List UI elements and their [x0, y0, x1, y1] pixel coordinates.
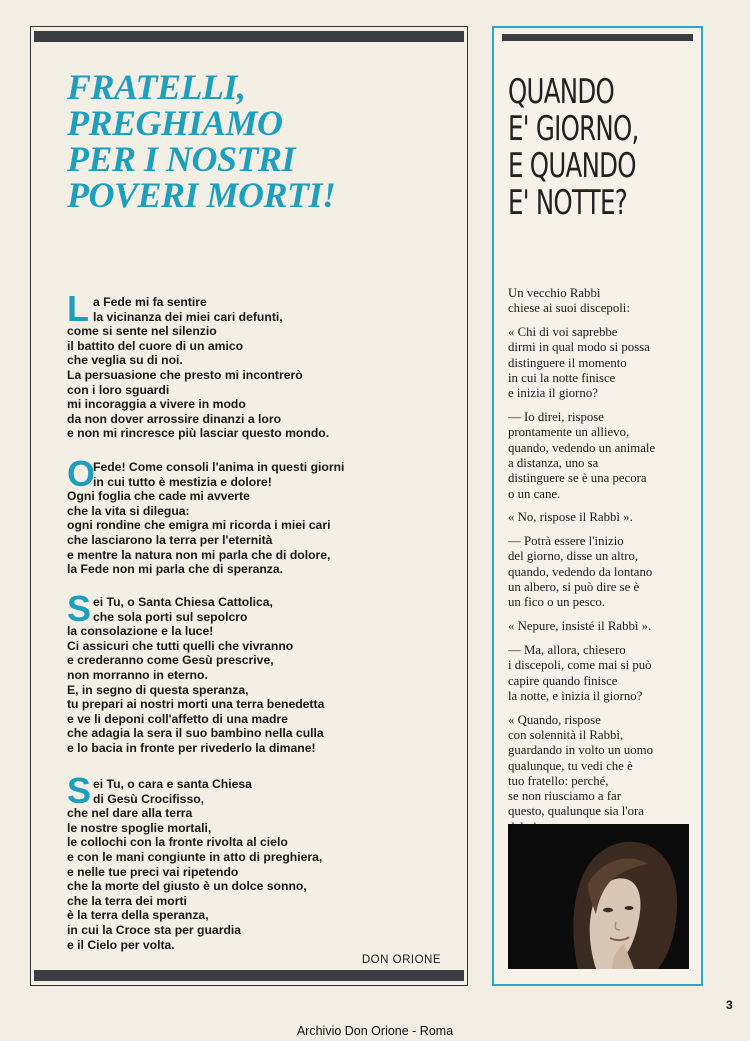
- woman-portrait-image: [508, 824, 689, 969]
- poem-line-text: che nel dare alla terra: [67, 806, 193, 821]
- poem-line-text: che la terra dei morti: [67, 893, 187, 908]
- poem-line: [67, 865, 467, 880]
- poem-line-text: a Fede mi fa sentire: [93, 295, 207, 309]
- sidebar-line: e inizia il giorno?: [508, 386, 598, 401]
- poem-line-text: e crederanno come Gesù prescrive,: [67, 653, 274, 668]
- sidebar-line: del giorno, disse un altro,: [508, 549, 639, 564]
- sidebar-line: con solennità il Rabbì,: [508, 727, 624, 742]
- poem-line: [67, 504, 467, 519]
- sidebar-line: distinguere se è una pecora: [508, 471, 647, 486]
- poem-line-text: Ogni foglia che cade mi avverte: [67, 489, 250, 504]
- sidebar-line: — Io direi, rispose: [508, 410, 604, 425]
- poem-line-text: la Fede non mi parla che di speranza.: [67, 562, 284, 577]
- title-line: E' GIORNO,: [508, 109, 639, 149]
- title-line: E' NOTTE?: [508, 183, 628, 223]
- poem-line: [67, 353, 467, 368]
- poem-line-text: e il Cielo per volta.: [67, 937, 175, 952]
- sidebar-line: Un vecchio Rabbì: [508, 286, 601, 300]
- stanza-1: [67, 288, 467, 441]
- drop-cap: S: [67, 588, 92, 629]
- poem-line-text: in cui la Croce sta per guardia: [67, 922, 242, 937]
- title-line: PER I NOSTRI: [67, 139, 296, 179]
- title-line: PREGHIAMO: [67, 103, 283, 143]
- sidebar-line: quando, vedendo da lontano: [508, 564, 653, 579]
- poem-line-text: mi incoraggia a vivere in modo: [67, 397, 246, 412]
- poem-line-text: le nostre spoglie mortali,: [67, 820, 212, 835]
- poem-line: [67, 879, 467, 894]
- poem-line-text: Fede! Come consoli l'anima in questi giorni: [93, 460, 345, 474]
- poem-line-text: la vicinanza dei miei cari defunti,: [93, 309, 283, 324]
- sidebar-paragraph: [508, 619, 694, 634]
- poem-line-text: e con le mani congiunte in atto di preghiera,: [67, 849, 323, 864]
- poem-line: [67, 518, 467, 533]
- poem-line-text: non morranno in eterno.: [67, 667, 208, 682]
- sidebar-line: o un cane.: [508, 486, 561, 501]
- poem-line: [67, 489, 467, 504]
- poem-line: [67, 639, 467, 654]
- poem-line-text: e lo bacia in fronte per rivederlo la dimane!: [67, 740, 316, 755]
- poem-line: [67, 310, 467, 325]
- poem-line: [67, 835, 467, 850]
- sidebar-line: i discepoli, come mai si può: [508, 658, 652, 673]
- poem-line-text: come si sente nel silenzio: [67, 324, 217, 339]
- drop-cap: S: [67, 770, 92, 811]
- poem-line-text: ei Tu, o cara e santa Chiesa: [93, 777, 252, 791]
- article-title: [67, 69, 336, 213]
- poem-line: [67, 741, 467, 756]
- sidebar-line: guardando in volto un uomo: [508, 743, 654, 758]
- sidebar-line: un albero, si può dire se è: [508, 580, 640, 595]
- sidebar-line: questo, qualunque sia l'ora: [508, 804, 644, 819]
- sidebar-line: — Ma, allora, chiesero: [508, 642, 626, 657]
- sidebar-paragraph: [508, 534, 694, 610]
- sidebar-line: « Chi di voi saprebbe: [508, 325, 618, 340]
- poem-line: [67, 397, 467, 412]
- sidebar-paragraph: [508, 410, 694, 502]
- sidebar-line: — Potrà essere l'inizio: [508, 534, 624, 549]
- poem-line: [67, 533, 467, 548]
- title-line: QUANDO: [508, 72, 615, 112]
- sidebar-line: in cui la notte finisce: [508, 370, 616, 385]
- poem-line-text: le collochi con la fronte rivolta al cielo: [67, 835, 288, 850]
- poem-line-text: la consolazione e la luce!: [67, 624, 214, 639]
- poem-line-text: che sola porti sul sepolcro: [93, 609, 248, 624]
- poem-line: [67, 339, 467, 354]
- poem-line: [67, 726, 467, 741]
- poem-line: [67, 412, 467, 427]
- poem-line-text: Ci assicuri che tutti quelli che vivranno: [67, 638, 294, 653]
- poem-line-text: e ve li deponi coll'affetto di una madre: [67, 711, 288, 726]
- sidebar-line: tuo fratello: perché,: [508, 773, 609, 788]
- poem-line: [67, 562, 467, 577]
- poem-line-text: da non dover arrossire dinanzi a loro: [67, 411, 282, 426]
- drop-cap: O: [67, 453, 96, 494]
- poem-line: [67, 324, 467, 339]
- bottom-rule: [34, 970, 464, 981]
- sidebar-paragraph: [508, 643, 694, 704]
- poem-line: [67, 923, 467, 938]
- sidebar-line: se non riusciamo a far: [508, 789, 621, 804]
- poem-line-text: che la vita si dilegua:: [67, 503, 190, 518]
- poem-line: [67, 697, 467, 712]
- poem-line-text: ogni rondine che emigra mi ricorda i miei cari: [67, 518, 331, 533]
- poem-line-text: con i loro sguardi: [67, 382, 170, 397]
- top-rule: [502, 34, 693, 41]
- left-article: [30, 26, 468, 986]
- poem-line: [67, 548, 467, 563]
- sidebar-line: un fico o un pesco.: [508, 595, 606, 610]
- poem-line-text: La persuasione che presto mi incontrerò: [67, 367, 303, 382]
- poem-line: [67, 624, 467, 639]
- page-number: 3: [726, 998, 733, 1012]
- sidebar-line: capire quando finisce: [508, 673, 618, 688]
- poem-line: [67, 938, 467, 953]
- poem-line-text: e mentre la natura non mi parla che di dolore,: [67, 547, 331, 562]
- drop-cap: L: [67, 288, 89, 329]
- sidebar-line: a distanza, uno sa: [508, 455, 599, 470]
- sidebar-paragraph: [508, 286, 694, 317]
- sidebar-line: quando, vedendo un animale: [508, 440, 656, 455]
- poem-line: [67, 683, 467, 698]
- poem-line: [67, 668, 467, 683]
- poem-line: [67, 653, 467, 668]
- sidebar-line: distinguere il momento: [508, 355, 627, 370]
- signature: DON ORIONE: [361, 954, 441, 966]
- poem-line-text: è la terra della speranza,: [67, 908, 209, 923]
- title-line: E QUANDO: [508, 146, 636, 186]
- sidebar-line: prontamente un allievo,: [508, 425, 630, 440]
- sidebar-line: « Nepure, insisté il Rabbì ».: [508, 619, 652, 634]
- stanza-3: [67, 588, 467, 756]
- poem-line: [67, 806, 467, 821]
- poem-line-text: il battito del cuore di un amico: [67, 338, 244, 353]
- poem-line: [67, 610, 467, 625]
- poem-line-text: di Gesù Crocifisso,: [93, 791, 205, 806]
- poem-line: [67, 712, 467, 727]
- sidebar-line: « Quando, rispose: [508, 712, 601, 727]
- sidebar-title: [508, 74, 639, 222]
- poem-line: [67, 383, 467, 398]
- poem-line: [67, 821, 467, 836]
- poem-line-text: e nelle tue preci vai ripetendo: [67, 864, 239, 879]
- poem-line: [67, 426, 467, 441]
- sidebar-line: dirmi in qual modo si possa: [508, 340, 650, 355]
- poem-line-text: ei Tu, o Santa Chiesa Cattolica,: [93, 595, 273, 609]
- poem-line: [67, 850, 467, 865]
- poem-line-text: e non mi rincresce più lasciar questo mondo.: [67, 426, 330, 441]
- right-article: [492, 26, 703, 986]
- sidebar-line: qualunque, tu vedi che è: [508, 758, 633, 773]
- poem-line-text: che la morte del giusto è un dolce sonno,: [67, 879, 307, 894]
- archive-footer: Archivio Don Orione - Roma: [296, 1024, 454, 1038]
- poem-line: [67, 908, 467, 923]
- sidebar-line: chiese ai suoi discepoli:: [508, 301, 630, 316]
- poem-line-text: che lasciarono la terra per l'eternità: [67, 532, 273, 547]
- poem-line: [67, 475, 467, 490]
- sidebar-line: la notte, e inizia il giorno?: [508, 688, 643, 703]
- sidebar-line: « No, rispose il Rabbì ».: [508, 510, 633, 525]
- sidebar-paragraph: [508, 325, 694, 401]
- poem-line-text: E, in segno di questa speranza,: [67, 682, 249, 697]
- stanza-2: [67, 453, 467, 577]
- title-line: POVERI MORTI!: [67, 175, 336, 215]
- poem-line-text: tu prepari ai nostri morti una terra benedetta: [67, 697, 325, 712]
- sidebar-paragraph: [508, 510, 694, 525]
- poem-line-text: che veglia su di noi.: [67, 353, 183, 368]
- sidebar-text: [508, 286, 694, 859]
- poem-line: [67, 368, 467, 383]
- poem-line: [67, 792, 467, 807]
- stanza-4: [67, 770, 467, 952]
- poem-line-text: in cui tutto è mestizia e dolore!: [93, 474, 272, 489]
- portrait-photo: [508, 824, 689, 969]
- poem-line-text: che adagia la sera il suo bambino nella culla: [67, 726, 324, 741]
- poem-line: [67, 894, 467, 909]
- title-line: FRATELLI,: [67, 67, 246, 107]
- top-rule: [34, 31, 464, 42]
